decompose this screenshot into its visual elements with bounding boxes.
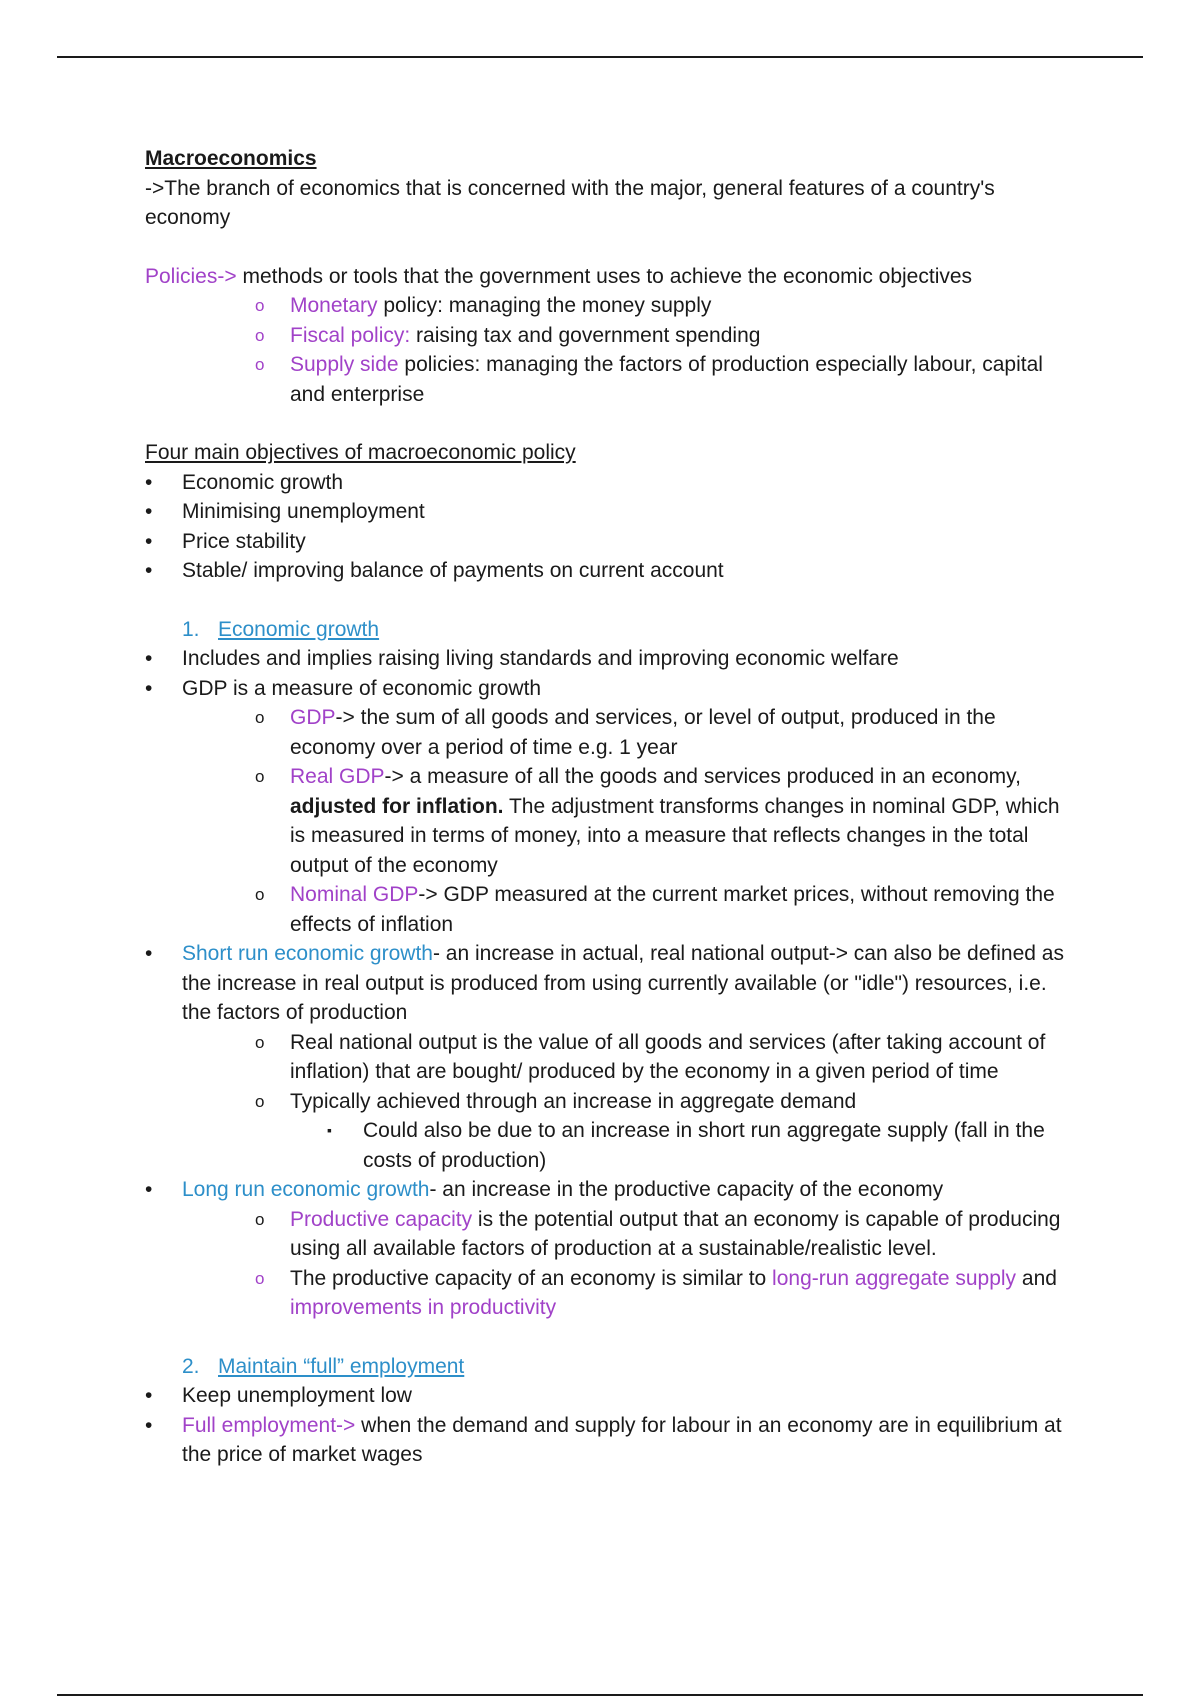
circle-bullet-icon: o <box>255 885 265 904</box>
list-item <box>145 674 1065 704</box>
bullet-icon: • <box>145 1178 153 1201</box>
square-bullet-icon: ▪ <box>327 1122 332 1138</box>
objectives-heading-text: Four main objectives of macroeconomic policy <box>145 441 576 464</box>
list-item <box>145 644 1065 674</box>
policy-item-supply-side <box>145 350 1065 409</box>
term: Real GDP <box>290 765 385 788</box>
section-heading-text: Economic growth <box>218 617 380 641</box>
list-item-text: Price stability <box>182 529 306 553</box>
list-item-text: Typically achieved through an increase in aggregate demand <box>290 1089 857 1113</box>
list-item <box>145 1381 1065 1411</box>
section-number: 1. <box>182 617 200 641</box>
circle-bullet-icon: o <box>255 1209 265 1229</box>
term: long-run aggregate supply <box>772 1266 1017 1290</box>
list-item-text: Keep unemployment low <box>182 1384 412 1407</box>
list-item <box>145 1116 1065 1175</box>
term-text: - an increase in actual, real national output-> can also be defined as the increase in real output is produced from using currently available (or "idle") resources, i.e. the factors of production <box>182 942 1064 1024</box>
bullet-icon: • <box>145 1384 153 1407</box>
term-text: and <box>1016 1266 1057 1290</box>
bold-text: adjusted for inflation. <box>290 794 504 818</box>
term-text: - an increase in the productive capacity of the economy <box>429 1178 944 1201</box>
term-text: The adjustment transforms changes in nominal GDP, which is measured in terms of money, into a measure that reflects changes in the total output of the economy <box>290 794 1060 877</box>
full-employment-definition <box>145 1411 1065 1470</box>
list-item <box>145 527 1065 557</box>
term: Full employment-> <box>182 1413 356 1437</box>
term-text: -> a measure of all the goods and services produced in an economy, <box>384 765 1021 788</box>
bullet-icon: • <box>145 942 153 965</box>
list-item <box>145 1087 1065 1117</box>
nominal-gdp-definition <box>145 880 1065 939</box>
term-text: The productive capacity of an economy is similar to <box>290 1266 773 1290</box>
policies-line <box>145 262 1065 292</box>
circle-bullet-icon: o <box>255 708 265 727</box>
policies-text: methods or tools that the government uses to achieve the economic objectives <box>236 264 973 288</box>
policies-term: Policies-> <box>145 264 237 288</box>
bullet-icon: • <box>145 470 153 494</box>
page-title <box>145 144 1065 174</box>
circle-bullet-icon: o <box>255 1032 265 1052</box>
term: improvements in productivity <box>290 1296 557 1319</box>
short-run-growth <box>145 939 1065 1028</box>
term-text: -> the sum of all goods and services, or level of output, produced in the economy over a period of time e.g. 1 year <box>290 706 996 759</box>
policy-item-monetary <box>145 291 1065 321</box>
bullet-icon: • <box>145 1413 153 1437</box>
section-heading-full-employment <box>145 1352 1065 1382</box>
header-rule <box>57 56 1143 58</box>
policy-text: raising tax and government spending <box>410 323 761 347</box>
real-gdp-definition <box>145 762 1065 880</box>
policy-term: Fiscal policy: <box>290 323 411 347</box>
bullet-icon: • <box>145 676 153 700</box>
list-item-text: Economic growth <box>182 470 344 494</box>
policy-term: Supply side <box>290 353 399 376</box>
term-text: is the potential output that an economy is capable of producing using all available factors of production at a sustainable/realistic level. <box>290 1207 1061 1260</box>
policy-item-fiscal <box>145 321 1065 351</box>
circle-bullet-icon: o <box>255 325 265 345</box>
list-item <box>145 1205 1065 1264</box>
term-text: -> GDP measured at the current market prices, without removing the effects of inflation <box>290 883 1055 936</box>
long-run-growth <box>145 1175 1065 1205</box>
gdp-definition <box>145 703 1065 762</box>
circle-bullet-icon: o <box>255 767 265 786</box>
list-item-text: Could also be due to an increase in short run aggregate supply (fall in the costs of production) <box>363 1119 1045 1172</box>
circle-bullet-icon: o <box>255 296 265 315</box>
list-item <box>145 497 1065 527</box>
term: Long run economic growth <box>182 1178 430 1201</box>
bullet-icon: • <box>145 559 153 582</box>
definition: ->The branch of economics that is concerned with the major, general features of a country's economy <box>145 176 995 229</box>
circle-bullet-icon: o <box>255 355 265 374</box>
list-item-text: Real national output is the value of all goods and services (after taking account of inflation) that are bought/ produced by the economy in a given period of time <box>290 1030 1046 1083</box>
list-item-text: Minimising unemployment <box>182 500 425 523</box>
term: GDP <box>290 706 336 729</box>
objectives-heading <box>145 438 1065 468</box>
section-heading-economic-growth <box>145 615 1065 645</box>
bullet-icon: • <box>145 500 153 523</box>
list-item <box>145 556 1065 586</box>
term: Productive capacity <box>290 1207 473 1231</box>
list-item-text: Includes and implies raising living standards and improving economic welfare <box>182 647 899 670</box>
term: Short run economic growth <box>182 942 433 965</box>
policy-text: policies: managing the factors of production especially labour, capital and enterprise <box>290 353 1043 406</box>
footer-rule <box>57 1694 1143 1696</box>
document-body <box>145 144 1065 1470</box>
section-number: 2. <box>182 1354 200 1378</box>
list-item <box>145 468 1065 498</box>
circle-bullet-icon: o <box>255 1091 265 1111</box>
bullet-icon: • <box>145 647 153 670</box>
term-text: when the demand and supply for labour in an economy are in equilibrium at the price of market wages <box>182 1413 1062 1466</box>
list-item <box>145 1264 1065 1323</box>
title-text: Macroeconomics <box>145 147 317 170</box>
policy-term: Monetary <box>290 294 378 317</box>
list-item-text: GDP is a measure of economic growth <box>182 676 542 700</box>
list-item-text: Stable/ improving balance of payments on current account <box>182 559 724 582</box>
bullet-icon: • <box>145 529 153 553</box>
list-item <box>145 1028 1065 1087</box>
circle-bullet-icon: o <box>255 1268 265 1288</box>
section-heading-text: Maintain “full” employment <box>218 1354 465 1378</box>
policy-text: policy: managing the money supply <box>377 294 712 317</box>
term: Nominal GDP <box>290 883 419 906</box>
